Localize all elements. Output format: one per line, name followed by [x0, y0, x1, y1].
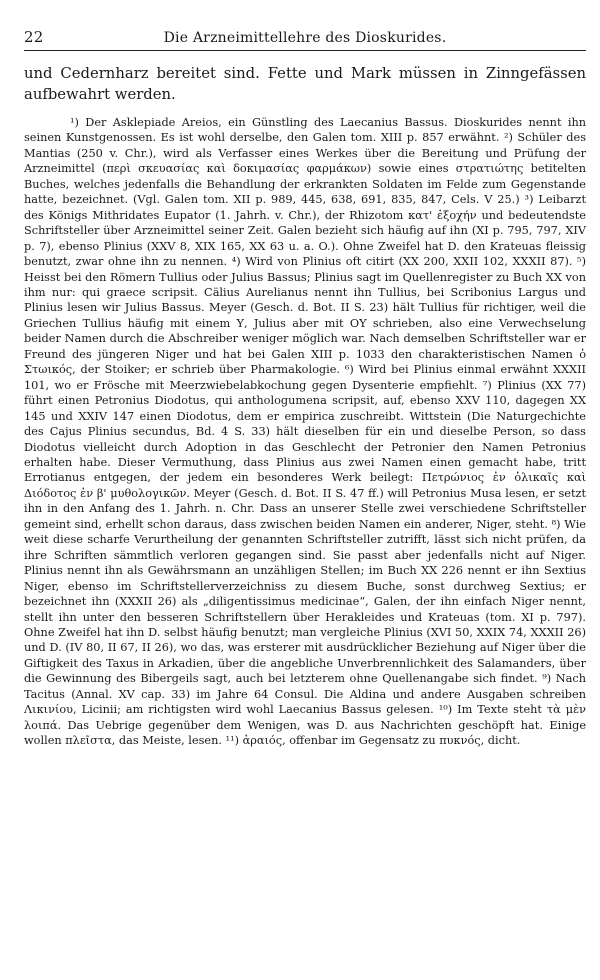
document-page: [24, 28, 586, 760]
main-text: und Cedernharz bereitet sind. Fette und Mark müssen in Zinngefässen aufbewahrt werden.: [24, 65, 586, 103]
running-title: Die Arzneimittellehre des Dioskurides.: [163, 30, 447, 46]
footnotes: ¹) Der Asklepiade Areios, ein Günstling des Laecanius Bassus. Dioskurides nennt ihn seinen Kunstgenossen. Es ist wohl derselbe, den Galen tom. XIII p. 857 erwähnt. ²) Schüler des Mantias (250 v. Chr.), wird als Verfasser eines Werkes über die Bereitung und Prüfung der Arzneimittel (περὶ σκευασίας καὶ δοκιμασίας φαρμάκων) sowie eines στρατιώτης betitelten Buches, welches jedenfalls die Behandlung der erkrankten Soldaten im Felde zum Gegenstande hatte, bezeichnet. (Vgl. Galen tom. XII p. 989, 445, 638, 691, 835, 847, Cels. V 25.) ³) Leibarzt des Königs Mithridates Eupator (1. Jahrh. v. Chr.), der Rhizotom κατ' ἐξοχήν und bedeutendste Schriftsteller über Arzneimittel seiner Zeit. Galen bezieht sich häufig auf ihn (XI p. 795, 797, XIV p. 7), ebenso Plinius (XXV 8, XIX 165, XX 63 u. a. O.). Ohne Zweifel hat D. den Krateuas fleissig benutzt, zwar ohne ihn zu nennen. ⁴) Wird von Plinius oft citirt (XX 200, XXII 102, XXXII 87). ⁵) Heisst bei den Römern Tullius oder Julius Bassus; Plinius sagt im Quellenregister zu Buch XX von ihm nur: qui graece scripsit. Cälius Aurelianus nennt ihn Tullius, bei Scribonius Largus und Plinius lesen wir Julius Bassus. Meyer (Gesch. d. Bot. II S. 23) hält Tullius für richtiger, weil die Griechen Tullius häufig mit einem Υ, Julius aber mit ΟΥ schrieben, also eine Verwechselung beider Namen durch die Abschreiber weniger möglich war. Nach demselben Schriftsteller war er Freund des jüngeren Niger und hat bei Galen XIII p. 1033 den charakteristischen Namen ὁ Στωικός, der Stoiker; er schrieb über Pharmakologie. ⁶) Wird bei Plinius einmal erwähnt XXXII 101, wo er Frösche mit Meerzwiebelabkochung gegen Dysenterie empfiehlt. ⁷) Plinius (XX 77) führt einen Petronius Diodotus, qui anthologumena scripsit, auf, ebenso XXV 110, dagegen XX 145 und XXIV 147 einen Diodotus, dem er empirica zuschreibt. Wittstein (Die Naturgechichte des Cajus Plinius secundus, Bd. 4 S. 33) hält dieselben für ein und dieselbe Person, so dass Diodotus vielleicht durch Adoption in das Geschlecht der Petronier den Namen Petronius erhalten habe. Dieser Vermuthung, dass Plinius aus zwei Namen einen gemacht habe, tritt Errotianus entgegen, der jedem ein besonderes Werk beilegt: Πετρώνιος ἐν ὁλικαῖς καὶ Διόδοτος ἐν β' μυθολογικῶν. Meyer (Gesch. d. Bot. II S. 47 ff.) will Petronius Musa lesen, er setzt ihn in den Anfang des 1. Jahrh. n. Chr. Dass an unserer Stelle zwei verschiedene Schriftsteller gemeint sind, erhellt schon daraus, dass zwischen beiden Namen ein anderer, Niger, steht. ⁸) Wie weit diese scharfe Verurtheilung der genannten Schriftsteller zutrifft, lässt sich nicht prüfen, da ihre Schriften sämmtlich verloren gegangen sind. Sie passt aber jedenfalls nicht auf Niger. Plinius nennt ihn als Gewährsmann an unzähligen Stellen; im Buch XX 226 nennt er ihn Sextius Niger, ebenso im Schriftstellerverzeichniss zu diesem Buche, sonst durchweg Sextius; er bezeichnet ihn (XXXII 26) als „diligentissimus medicinae“, Galen, der ihn einfach Niger nennt, stellt ihn unter den besseren Schriftstellern über Herakleides und Krateuas (tom. XI p. 797). Ohne Zweifel hat ihn D. selbst häufig benutzt; man vergleiche Plinius (XVI 50, XXIX 74, XXXII 26) und D. (IV 80, II 67, II 26), wo das, was ersterer mit ausdrücklicher Beziehung auf Niger über die Giftigkeit des Taxus in Arkadien, über die angebliche Unverbrennlichkeit des Salamanders, über die Gewinnung des Bibergeils sagt, auch bei letzterem ohne Quellenangabe sich findet. ⁹) Nach Tacitus (Annal. XV cap. 33) im Jahre 64 Consul. Die Aldina und andere Ausgaben schreiben Λικινίου, Licinii; am richtigsten wird wohl Laecanius Bassus gelesen. ¹⁰) Im Texte steht τὰ μὲν λοιπά. Das Uebrige gegenüber dem Wenigen, was D. aus Nachrichten geschöpft hat. Einige wollen πλεῖστα, das Meiste, lesen. ¹¹) ἀραιός, offenbar im Gegensatz zu πυκνός, dicht.: [24, 116, 586, 748]
page-header: [24, 28, 586, 51]
page-number: 22: [24, 28, 44, 46]
